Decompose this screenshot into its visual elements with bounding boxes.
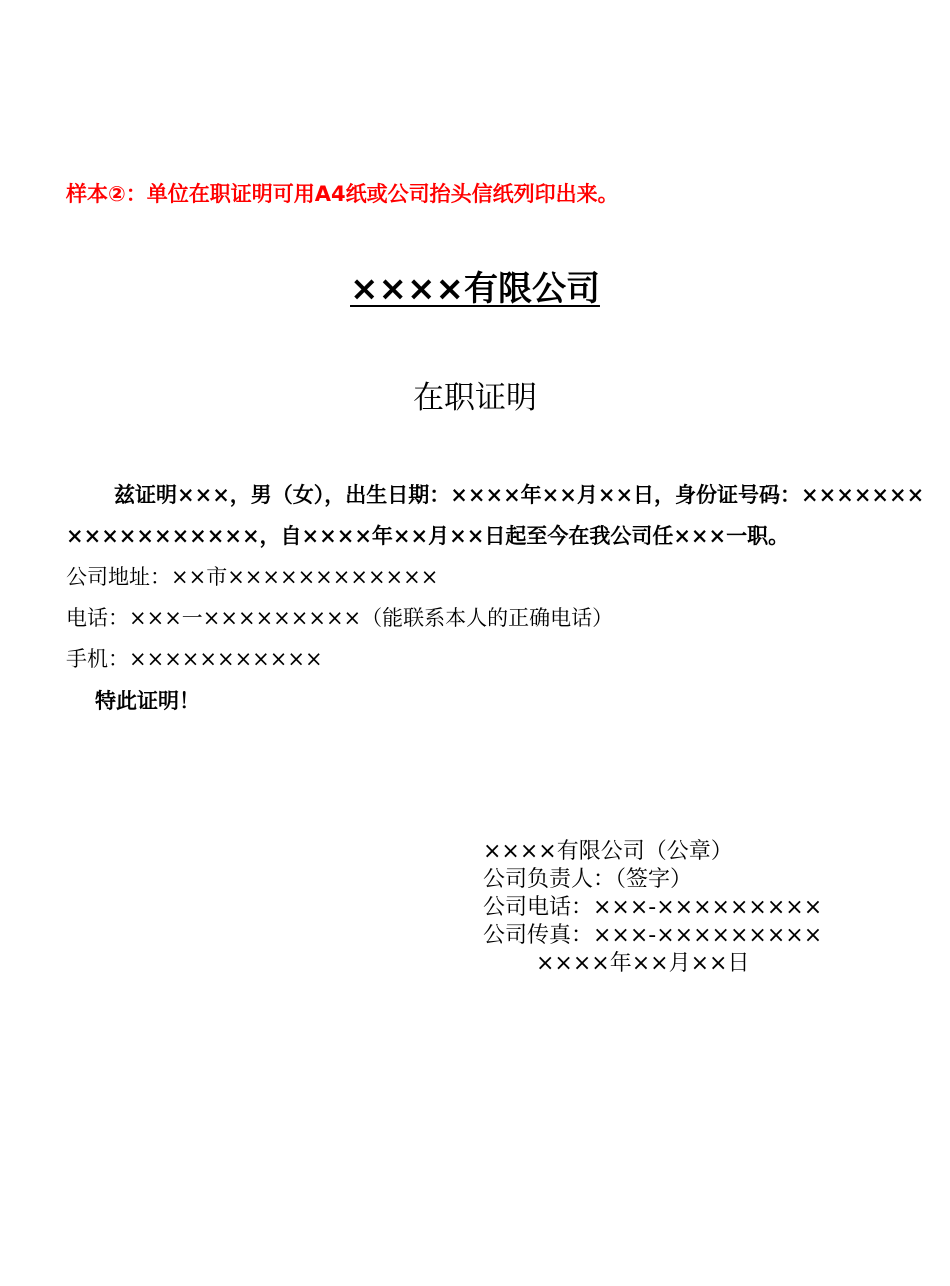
closing-line: 特此证明！ — [95, 688, 200, 713]
company-address-line: 公司地址：××市×××××××××××× — [66, 565, 439, 589]
signature-responsible-person: 公司负责人：（签字） — [483, 867, 693, 892]
mobile-line: 手机：××××××××××× — [66, 647, 323, 671]
company-name-heading — [0, 268, 950, 310]
certificate-body-line-2: ×××××××××××，自××××年××月××日起至今在我公司任×××一职。 — [66, 523, 790, 548]
signature-company-seal: ××××有限公司（公章） — [483, 839, 733, 864]
sample-note: 样本②：单位在职证明可用A4纸或公司抬头信纸列印出来。 — [66, 182, 619, 206]
signature-company-fax: 公司传真：×××-××××××××× — [483, 923, 823, 948]
company-name-text: ××××有限公司 — [350, 269, 600, 309]
signature-company-phone: 公司电话：×××-××××××××× — [483, 895, 823, 920]
certificate-body-line-1: 兹证明×××，男（女），出生日期：××××年××月××日，身份证号码：××××××× — [114, 482, 925, 507]
signature-date: ××××年××月××日 — [536, 951, 750, 976]
phone-line: 电话：×××一×××××××××（能联系本人的正确电话） — [66, 606, 614, 630]
document-title: 在职证明 — [413, 380, 537, 416]
